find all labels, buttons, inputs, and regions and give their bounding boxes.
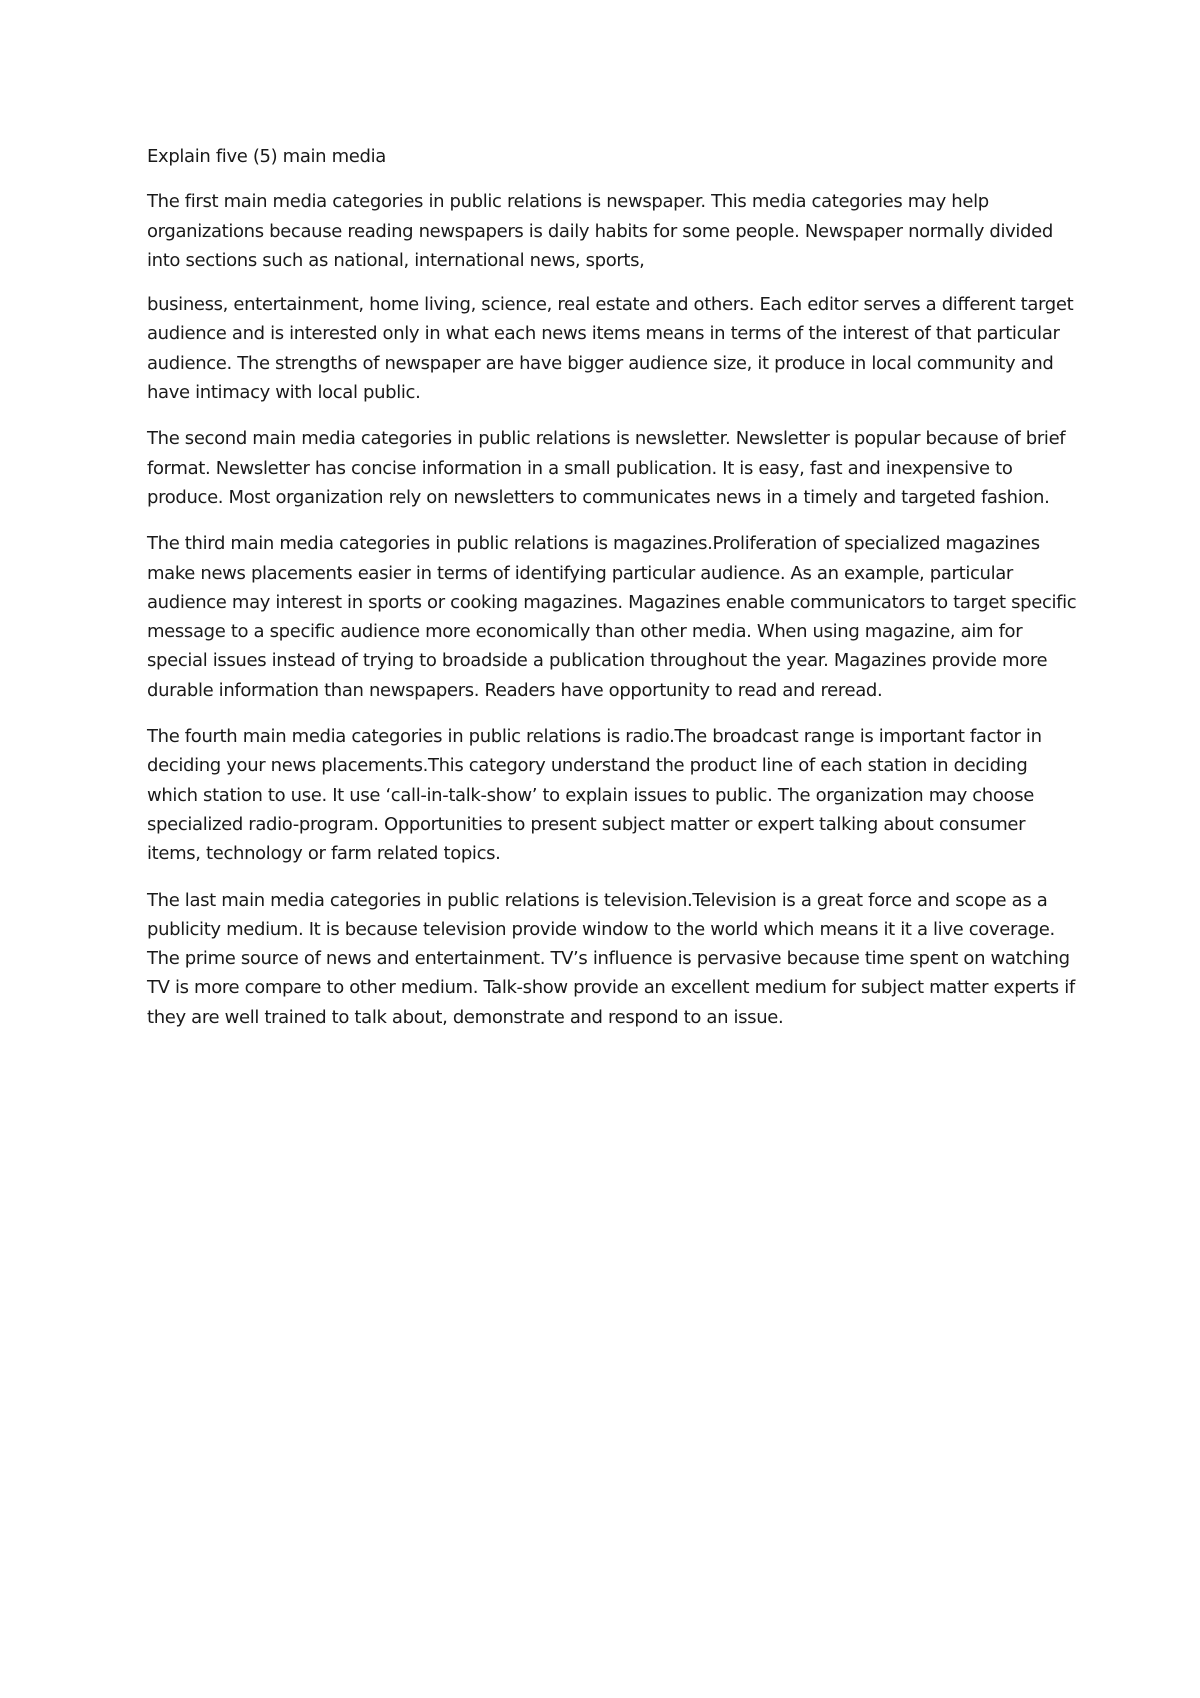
paragraph-radio: The fourth main media categories in public relations is radio.The broadcast range is important factor in deciding your news placements.This category understand the product line of each station in deciding which station to use. It use ‘call-in-talk-show’ to explain issues to public. The organization may choose specialized radio-program. Opportunities to present subject matter or expert talking about consumer items, technology or farm related topics.: [147, 726, 1042, 865]
paragraph-newsletter: The second main media categories in public relations is newsletter. Newsletter is popular because of brief format. Newsletter has concise information in a small publication. It is easy, fast and inexpensive to produce. Most organization rely on newsletters to communicates news in a timely and targeted fashion.: [147, 428, 1066, 508]
document-title: Explain five (5) main media: [147, 146, 386, 167]
paragraph-newspaper-details: business, entertainment, home living, science, real estate and others. Each editor serves a different target audience and is interested only in what each news items means in terms of the interest of that particular audience. The strengths of newspaper are have bigger audience size, it produce in local community and have intimacy with local public.: [147, 294, 1074, 404]
paragraph-magazines: The third main media categories in public relations is magazines.Proliferation of specialized magazines make news placements easier in terms of identifying particular audience. As an example, particular audience may interest in sports or cooking magazines. Magazines enable communicators to target specific message to a specific audience more economically than other media. When using magazine, aim for special issues instead of trying to broadside a publication throughout the year. Magazines provide more durable information than newspapers. Readers have opportunity to read and reread.: [147, 533, 1077, 701]
paragraph-newspaper-intro: The first main media categories in public relations is newspaper. This media categories may help organizations because reading newspapers is daily habits for some people. Newspaper normally divided into sections such as national, international news, sports,: [147, 191, 1053, 271]
document-body: [147, 142, 1077, 1049]
paragraph-television: The last main media categories in public relations is television.Television is a great force and scope as a publicity medium. It is because television provide window to the world which means it it a live coverage. The prime source of news and entertainment. TV’s influence is pervasive because time spent on watching TV is more compare to other medium. Talk-show provide an excellent medium for subject matter experts if they are well trained to talk about, demonstrate and respond to an issue.: [147, 889, 1075, 1028]
